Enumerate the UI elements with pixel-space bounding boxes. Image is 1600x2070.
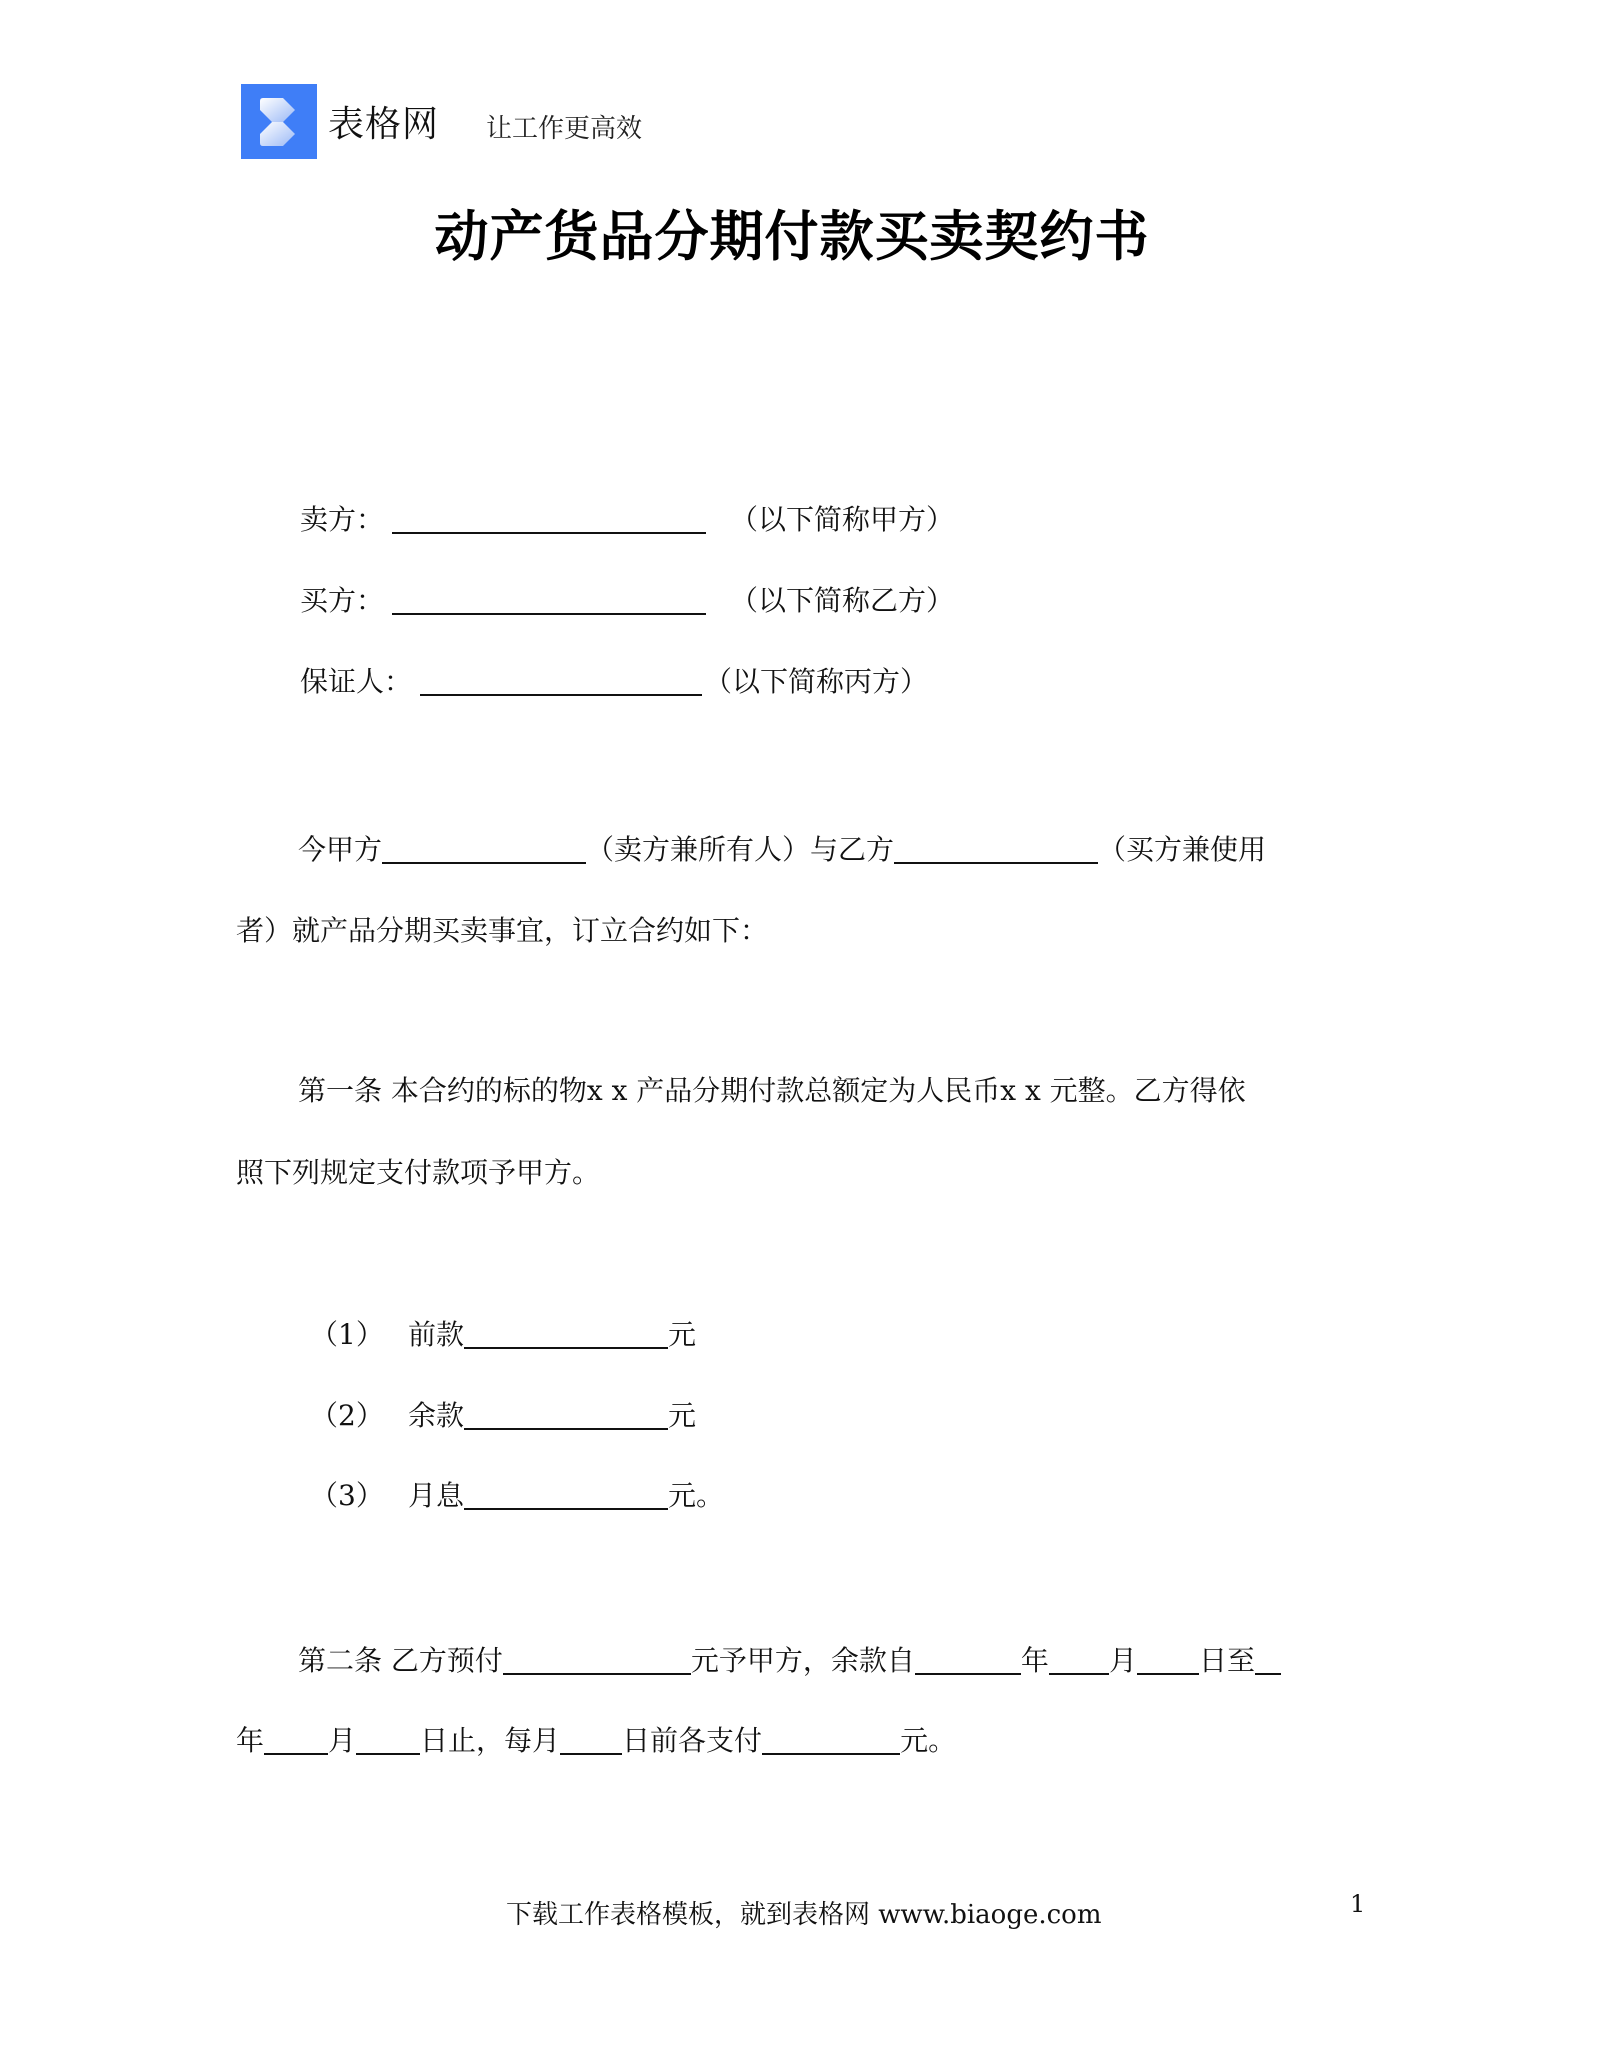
payment-label: 余款 [408, 1399, 465, 1432]
party-guarantor [300, 664, 928, 700]
payment-item [310, 1478, 724, 1514]
end-year-blank[interactable] [1255, 1643, 1281, 1675]
payment-item [310, 1398, 696, 1434]
payment-number: （1） [310, 1318, 384, 1351]
page-number: 1 [1350, 1890, 1366, 1918]
party-note: （以下简称丙方） [704, 665, 929, 698]
article2-text: 日前各支付 [622, 1724, 763, 1757]
article2-text: 日至 [1198, 1644, 1255, 1677]
start-day-blank[interactable] [1137, 1643, 1199, 1675]
monthly-amount-blank[interactable] [762, 1723, 900, 1755]
article2-text: 年 [236, 1724, 265, 1757]
article2-text: 元。 [900, 1724, 957, 1757]
intro-line-2: 者）就产品分期买卖事宜，订立合约如下： [236, 914, 769, 947]
payment-blank[interactable] [464, 1478, 668, 1510]
intro-text: （买方兼使用 [1098, 833, 1267, 866]
party-label: 卖方： [300, 503, 385, 536]
payment-number: （2） [310, 1399, 384, 1432]
payment-blank[interactable] [464, 1398, 668, 1430]
party-note: （以下简称乙方） [730, 584, 955, 617]
article1-line-2: 照下列规定支付款项予甲方。 [236, 1156, 601, 1189]
payment-suffix: 元。 [668, 1479, 725, 1512]
logo-glyph-icon [241, 84, 317, 159]
article2-text: 日止，每月 [420, 1724, 561, 1757]
party-b-blank[interactable] [894, 832, 1098, 864]
start-month-blank[interactable] [1049, 1643, 1109, 1675]
monthly-day-blank[interactable] [560, 1723, 622, 1755]
brand-slogan: 让工作更高效 [486, 114, 643, 144]
article2-text: 第二条 乙方预付 [298, 1644, 503, 1677]
party-label: 保证人： [300, 665, 413, 698]
article1-line-1: 第一条 本合约的标的物x x 产品分期付款总额定为人民币x x 元整。乙方得依 [298, 1074, 1246, 1107]
buyer-blank[interactable] [392, 583, 706, 615]
payment-label: 前款 [408, 1318, 465, 1351]
payment-suffix: 元 [668, 1318, 697, 1351]
start-year-blank[interactable] [915, 1643, 1021, 1675]
prepay-blank[interactable] [503, 1643, 691, 1675]
biaoge-logo-icon [241, 84, 317, 159]
party-label: 买方： [300, 584, 385, 617]
footer-text: 下载工作表格模板，就到表格网 www.biaoge.com [506, 1900, 1102, 1930]
brand-name: 表格网 [328, 104, 440, 145]
party-buyer [300, 583, 954, 619]
intro-text: （卖方兼所有人）与乙方 [586, 833, 895, 866]
article2-text: 年 [1020, 1644, 1049, 1677]
intro-text: 今甲方 [298, 833, 383, 866]
intro-line-1 [298, 832, 1266, 868]
article2-text: 月 [328, 1724, 357, 1757]
payment-suffix: 元 [668, 1399, 697, 1432]
party-a-blank[interactable] [382, 832, 586, 864]
seller-blank[interactable] [392, 502, 706, 534]
article2-text: 月 [1108, 1644, 1137, 1677]
payment-item [310, 1317, 696, 1353]
payment-blank[interactable] [464, 1317, 668, 1349]
payment-label: 月息 [408, 1479, 465, 1512]
article2-line-1 [298, 1643, 1281, 1679]
end-day-blank[interactable] [356, 1723, 420, 1755]
article2-text: 元予甲方，余款自 [690, 1644, 915, 1677]
document-title: 动产货品分期付款买卖契约书 [434, 205, 1150, 268]
party-note: （以下简称甲方） [730, 503, 955, 536]
payment-number: （3） [310, 1479, 384, 1512]
party-seller [300, 502, 954, 538]
guarantor-blank[interactable] [420, 664, 702, 696]
end-month-blank[interactable] [264, 1723, 328, 1755]
article2-line-2 [236, 1723, 956, 1759]
